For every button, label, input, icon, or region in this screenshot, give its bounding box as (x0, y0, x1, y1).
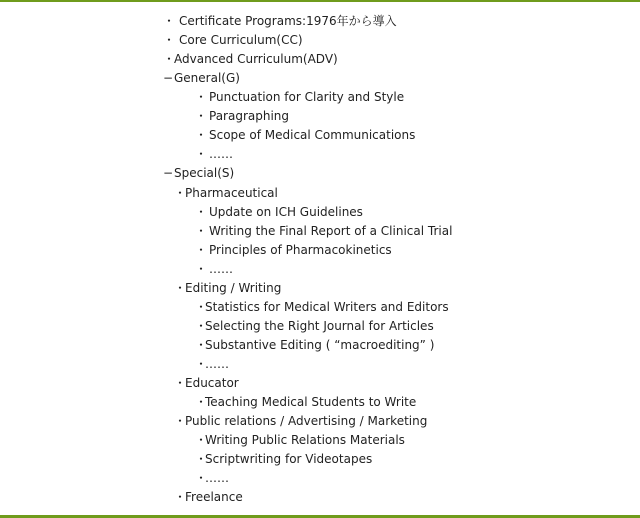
outline-course-item (195, 395, 416, 410)
bullet-mark: ・ (163, 33, 176, 47)
bullet-mark: ・ (195, 147, 208, 162)
outline-item-text: Freelance (185, 490, 243, 505)
outline-course-item (195, 319, 434, 334)
bullet-mark: ・ (174, 414, 187, 429)
outline-category-public-relations (174, 414, 427, 429)
outline-course-item (195, 243, 392, 258)
bullet-mark: ・ (195, 471, 208, 486)
dash-mark: − (163, 71, 174, 86)
outline-item-text: Teaching Medical Students to Write (205, 395, 417, 409)
bullet-mark: ・ (195, 433, 208, 448)
outline-item-text: Statistics for Medical Writers and Editors (205, 299, 449, 314)
outline-item-text: Core Curriculum(CC) (179, 33, 303, 47)
bullet-mark: ・ (174, 280, 187, 295)
bullet-mark: ・ (195, 223, 208, 238)
outline-section-special (163, 166, 234, 181)
bullet-mark: ・ (195, 261, 208, 276)
bullet-mark: ・ (195, 395, 208, 409)
outline-item-text: Update on ICH Guidelines (209, 204, 363, 219)
outline-category-educator (174, 376, 239, 391)
outline-item-core-curriculum (163, 33, 303, 48)
outline-item-text: Substantive Editing ( “macroediting” ) (205, 337, 435, 352)
outline-course-item (195, 300, 449, 315)
outline-category-freelance (174, 490, 243, 505)
outline-item-text: Educator (185, 375, 239, 390)
outline-category-pharmaceutical (174, 186, 278, 201)
outline-item-text: Certificate Programs:1976年から導入 (179, 14, 397, 28)
bullet-mark: ・ (195, 242, 208, 257)
outline-item-text: Editing / Writing (185, 280, 282, 295)
outline-ellipsis-item (195, 147, 233, 162)
outline-item-text: Writing Public Relations Materials (205, 433, 405, 448)
outline-item-text: Principles of Pharmacokinetics (209, 242, 392, 257)
outline-item-text: Paragraphing (209, 109, 290, 124)
bullet-mark: ・ (195, 109, 208, 124)
outline-item-text: Pharmaceutical (185, 185, 278, 200)
outline-item-certificate-programs (163, 14, 397, 29)
outline-ellipsis-item (195, 262, 233, 277)
outline-item-text: Special(S) (174, 166, 235, 181)
outline-item-text: General(G) (174, 71, 240, 86)
outline-course-item (195, 109, 289, 124)
outline-course-item (195, 205, 363, 220)
outline-item-text: …… (209, 261, 233, 276)
bullet-mark: ・ (195, 337, 208, 352)
outline-item-text: Scriptwriting for Videotapes (205, 452, 373, 467)
outline-course-item (195, 338, 434, 353)
outline-item-text: Scope of Medical Communications (209, 128, 416, 143)
outline-item-text: Advanced Curriculum(ADV) (174, 52, 338, 67)
top-border-rule (0, 0, 640, 2)
bullet-mark: ・ (195, 90, 208, 105)
outline-course-item (195, 90, 404, 105)
outline-section-general (163, 71, 240, 86)
bullet-mark: ・ (195, 356, 208, 371)
outline-item-text: Selecting the Right Journal for Articles (205, 318, 434, 333)
outline-course-item (195, 452, 372, 467)
outline-item-advanced-curriculum (163, 52, 338, 67)
outline-item-text: …… (205, 356, 229, 371)
outline-category-editing-writing (174, 281, 281, 296)
bullet-mark: ・ (163, 14, 176, 28)
dash-mark: − (163, 166, 174, 181)
bullet-mark: ・ (195, 318, 208, 333)
outline-course-item (195, 224, 452, 239)
bullet-mark: ・ (195, 128, 208, 143)
outline-item-text: …… (205, 471, 229, 486)
bullet-mark: ・ (174, 375, 187, 390)
bullet-mark: ・ (163, 52, 176, 67)
outline-course-item (195, 433, 405, 448)
bullet-mark: ・ (174, 185, 187, 200)
bullet-mark: ・ (195, 299, 208, 314)
outline-ellipsis-item (195, 471, 229, 486)
outline-item-text: Public relations / Advertising / Marketing (185, 414, 428, 429)
bullet-mark: ・ (195, 452, 208, 467)
outline-course-item (195, 128, 415, 143)
outline-item-text: Punctuation for Clarity and Style (209, 90, 405, 105)
outline-item-text: Writing the Final Report of a Clinical Trial (209, 223, 453, 238)
outline-item-text: …… (209, 147, 233, 162)
bullet-mark: ・ (195, 204, 208, 219)
bullet-mark: ・ (174, 490, 187, 505)
outline-ellipsis-item (195, 357, 229, 372)
